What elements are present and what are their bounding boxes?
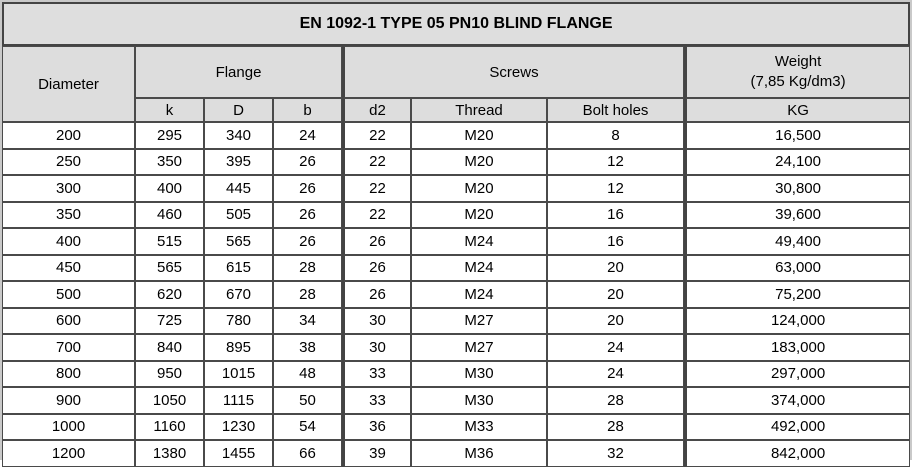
cell-diameter: 200 [2,122,135,149]
cell-d2: 33 [342,361,411,388]
table-row [2,308,910,335]
cell-weight-kg: 16,500 [684,122,910,149]
cell-b: 66 [273,440,342,467]
cell-b: 28 [273,255,342,282]
cell-weight-kg: 492,000 [684,414,910,441]
table-row [2,387,910,414]
cell-b: 24 [273,122,342,149]
header-weight [684,46,910,98]
cell-k: 460 [135,202,204,229]
header-kg: KG [684,98,910,122]
cell-k: 1160 [135,414,204,441]
cell-diameter: 700 [2,334,135,361]
cell-d2: 30 [342,308,411,335]
cell-d2: 22 [342,149,411,176]
cell-D: 670 [204,281,273,308]
cell-D: 1230 [204,414,273,441]
cell-b: 28 [273,281,342,308]
table-row [2,255,910,282]
cell-bolt-holes: 32 [547,440,684,467]
cell-diameter: 900 [2,387,135,414]
cell-b: 26 [273,149,342,176]
cell-bolt-holes: 20 [547,308,684,335]
header-thread: Thread [411,98,547,122]
cell-thread: M24 [411,281,547,308]
cell-d2: 26 [342,228,411,255]
table-row [2,228,910,255]
cell-b: 48 [273,361,342,388]
header-screws: Screws [342,46,684,98]
cell-thread: M20 [411,122,547,149]
cell-D: 615 [204,255,273,282]
cell-k: 725 [135,308,204,335]
table-row [2,414,910,441]
cell-diameter: 600 [2,308,135,335]
cell-D: 780 [204,308,273,335]
header-d2: d2 [342,98,411,122]
cell-diameter: 500 [2,281,135,308]
cell-thread: M20 [411,175,547,202]
header-weight-density: (7,85 Kg/dm3) [750,73,846,90]
cell-diameter: 800 [2,361,135,388]
cell-diameter: 300 [2,175,135,202]
cell-bolt-holes: 24 [547,361,684,388]
table-row [2,440,910,467]
cell-d2: 30 [342,334,411,361]
cell-k: 350 [135,149,204,176]
cell-k: 400 [135,175,204,202]
cell-weight-kg: 49,400 [684,228,910,255]
table-row [2,202,910,229]
cell-weight-kg: 374,000 [684,387,910,414]
header-k: k [135,98,204,122]
cell-thread: M24 [411,255,547,282]
cell-thread: M20 [411,149,547,176]
cell-weight-kg: 297,000 [684,361,910,388]
cell-thread: M36 [411,440,547,467]
table-row [2,281,910,308]
cell-d2: 36 [342,414,411,441]
header-b: b [273,98,342,122]
cell-thread: M24 [411,228,547,255]
cell-D: 565 [204,228,273,255]
cell-weight-kg: 39,600 [684,202,910,229]
cell-bolt-holes: 24 [547,334,684,361]
cell-k: 295 [135,122,204,149]
cell-diameter: 400 [2,228,135,255]
cell-diameter: 250 [2,149,135,176]
cell-k: 565 [135,255,204,282]
cell-bolt-holes: 28 [547,387,684,414]
header-weight-label: Weight [774,52,822,70]
header-bolt-holes: Bolt holes [547,98,684,122]
cell-d2: 22 [342,202,411,229]
table-row [2,149,910,176]
cell-bolt-holes: 16 [547,202,684,229]
blind-flange-table [2,2,910,467]
cell-diameter: 1000 [2,414,135,441]
cell-bolt-holes: 12 [547,149,684,176]
cell-weight-kg: 124,000 [684,308,910,335]
cell-D: 1115 [204,387,273,414]
cell-b: 26 [273,175,342,202]
cell-d2: 22 [342,122,411,149]
cell-diameter: 1200 [2,440,135,467]
cell-b: 38 [273,334,342,361]
cell-weight-kg: 63,000 [684,255,910,282]
table-row [2,175,910,202]
cell-d2: 26 [342,255,411,282]
cell-weight-kg: 75,200 [684,281,910,308]
cell-thread: M27 [411,308,547,335]
cell-b: 54 [273,414,342,441]
cell-weight-kg: 30,800 [684,175,910,202]
cell-D: 895 [204,334,273,361]
cell-k: 620 [135,281,204,308]
cell-thread: M30 [411,387,547,414]
cell-d2: 39 [342,440,411,467]
cell-D: 395 [204,149,273,176]
cell-thread: M33 [411,414,547,441]
cell-D: 445 [204,175,273,202]
table-row [2,361,910,388]
header-diameter: Diameter [2,46,135,122]
cell-D: 340 [204,122,273,149]
cell-weight-kg: 24,100 [684,149,910,176]
cell-bolt-holes: 8 [547,122,684,149]
cell-bolt-holes: 28 [547,414,684,441]
cell-b: 34 [273,308,342,335]
cell-b: 26 [273,228,342,255]
cell-bolt-holes: 16 [547,228,684,255]
cell-d2: 33 [342,387,411,414]
cell-weight-kg: 842,000 [684,440,910,467]
cell-bolt-holes: 12 [547,175,684,202]
cell-diameter: 450 [2,255,135,282]
cell-thread: M27 [411,334,547,361]
cell-weight-kg: 183,000 [684,334,910,361]
cell-k: 1050 [135,387,204,414]
cell-D: 1015 [204,361,273,388]
cell-diameter: 350 [2,202,135,229]
cell-b: 26 [273,202,342,229]
header-flange: Flange [135,46,342,98]
cell-d2: 22 [342,175,411,202]
cell-bolt-holes: 20 [547,281,684,308]
cell-k: 515 [135,228,204,255]
table-row [2,122,910,149]
cell-k: 1380 [135,440,204,467]
cell-thread: M30 [411,361,547,388]
cell-D: 1455 [204,440,273,467]
cell-d2: 26 [342,281,411,308]
table-row [2,334,910,361]
cell-D: 505 [204,202,273,229]
cell-bolt-holes: 20 [547,255,684,282]
cell-thread: M20 [411,202,547,229]
cell-b: 50 [273,387,342,414]
cell-k: 840 [135,334,204,361]
cell-k: 950 [135,361,204,388]
table-title: EN 1092-1 TYPE 05 PN10 BLIND FLANGE [2,2,910,46]
header-D: D [204,98,273,122]
